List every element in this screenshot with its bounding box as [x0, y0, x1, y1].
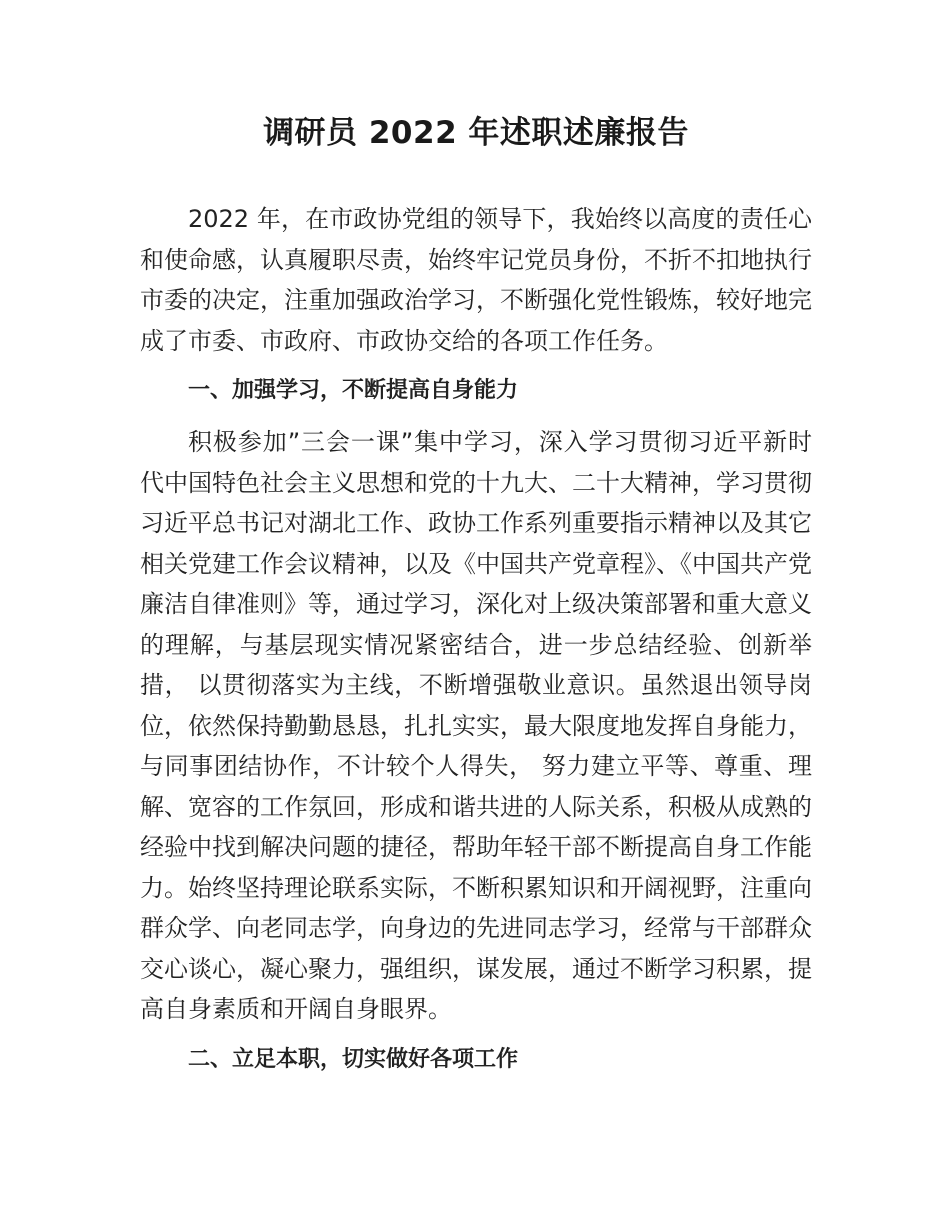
section-body-1: 积极参加”三会一课”集中学习，深入学习贯彻习近平新时代中国特色社会主义思想和党的十九大、二十大精神，学习贯彻习近平总书记对湖北工作、政协工作系列重要指示精神以及其它相关党建工作会议精神，以及《中国共产党章程》、《中国共产党廉洁自律准则》等，通过学习，深化对上级决策部署和重大意义的理解，与基层现实情况紧密结合，进一步总结经验、创新举措， 以贯彻落实为主线，不断增强敬业意识。虽然退出领导岗位，依然保持勤勤恳恳，扎扎实实，最大限度地发挥自身能力，与同事团结协作，不计较个人得失， 努力建立平等、尊重、理解、宽容的工作氛回，形成和谐共进的人际关系，积极从成熟的经验中找到解决问题的捷径，帮助年轻干部不断提高自身工作能力。始终坚持理论联系实际，不断积累知识和开阔视野，注重向群众学、向老同志学，向身边的先进同志学习，经常与干部群众交心谈心，凝心聚力，强组织，谋发展，通过不断学习积累，提高自身素质和开阔自身眼界。 — [140, 428, 812, 1023]
section-heading-2: 二、立足本职，切实做好各项工作 — [188, 1047, 519, 1072]
section-heading-1: 一、加强学习，不断提高自身能力 — [188, 378, 519, 403]
document-title: 调研员 2022 年述职述廉报告 — [263, 115, 689, 151]
intro-paragraph: 2022 年，在市政协党组的领导下，我始终以高度的责任心和使命感，认真履职尽责，始终牢记党员身份，不折不扣地执行市委的决定，注重加强政治学习，不断强化党性锻炼，较好地完成了市委、市政府、市政协交给的各项工作任务。 — [140, 205, 812, 355]
